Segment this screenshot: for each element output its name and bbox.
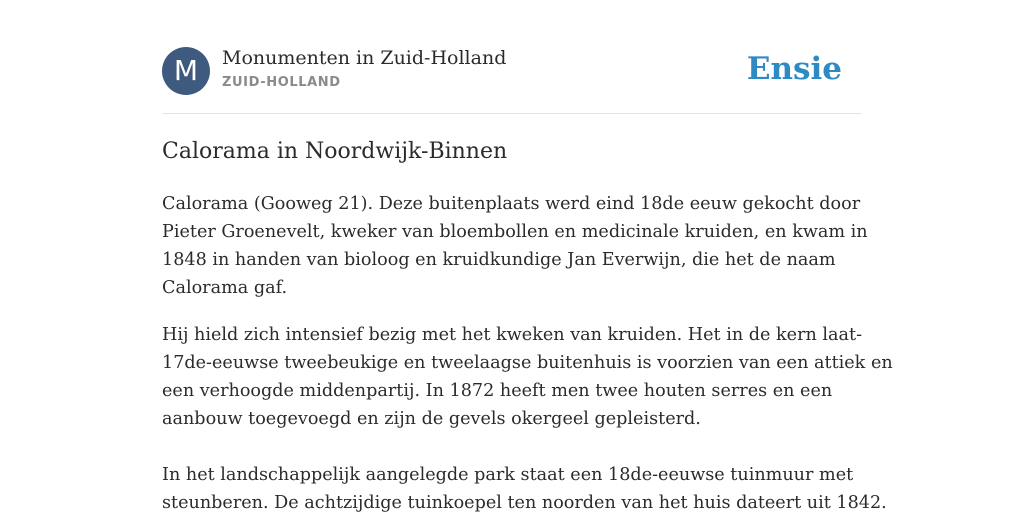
brand-logo[interactable]: Ensie bbox=[746, 51, 842, 87]
paragraph-line: 1848 in handen van bioloog en kruidkundige Jan Everwijn, die het de naam bbox=[162, 250, 836, 270]
header-divider bbox=[162, 113, 862, 114]
article-title: Calorama in Noordwijk-Binnen bbox=[162, 139, 508, 164]
paragraph-1 bbox=[162, 190, 868, 302]
line-break bbox=[162, 433, 862, 461]
article-body bbox=[162, 190, 893, 512]
paragraph-line: In het landschappelijk aangelegde park staat een 18de-eeuwse tuinmuur met bbox=[162, 465, 854, 485]
paragraph-line: 17de-eeuwse tweebeukige en tweelaagse buitenhuis is voorzien van een attiek en bbox=[162, 353, 893, 373]
header bbox=[162, 47, 862, 95]
paragraph-2 bbox=[162, 321, 893, 512]
paragraph-line: Pieter Groenevelt, kweker van bloembollen en medicinale kruiden, en kwam in bbox=[162, 222, 868, 242]
publication-subtitle[interactable]: ZUID-HOLLAND bbox=[222, 75, 341, 90]
paragraph-line: Hij hield zich intensief bezig met het kweken van kruiden. Het in de kern laat- bbox=[162, 325, 863, 345]
paragraph-line: Calorama gaf. bbox=[162, 278, 288, 298]
paragraph-line: Calorama (Gooweg 21). Deze buitenplaats werd eind 18de eeuw gekocht door bbox=[162, 194, 861, 214]
paragraph-line: steunberen. De achtzijdige tuinkoepel ten noorden van het huis dateert uit 1842. bbox=[162, 493, 887, 512]
paragraph-line: een verhoogde middenpartij. In 1872 heeft men twee houten serres en een bbox=[162, 381, 833, 401]
avatar[interactable]: M bbox=[162, 47, 210, 95]
paragraph-line: aanbouw toegevoegd en zijn de gevels okergeel gepleisterd. bbox=[162, 409, 701, 429]
publication-title[interactable]: Monumenten in Zuid-Holland bbox=[222, 47, 507, 69]
